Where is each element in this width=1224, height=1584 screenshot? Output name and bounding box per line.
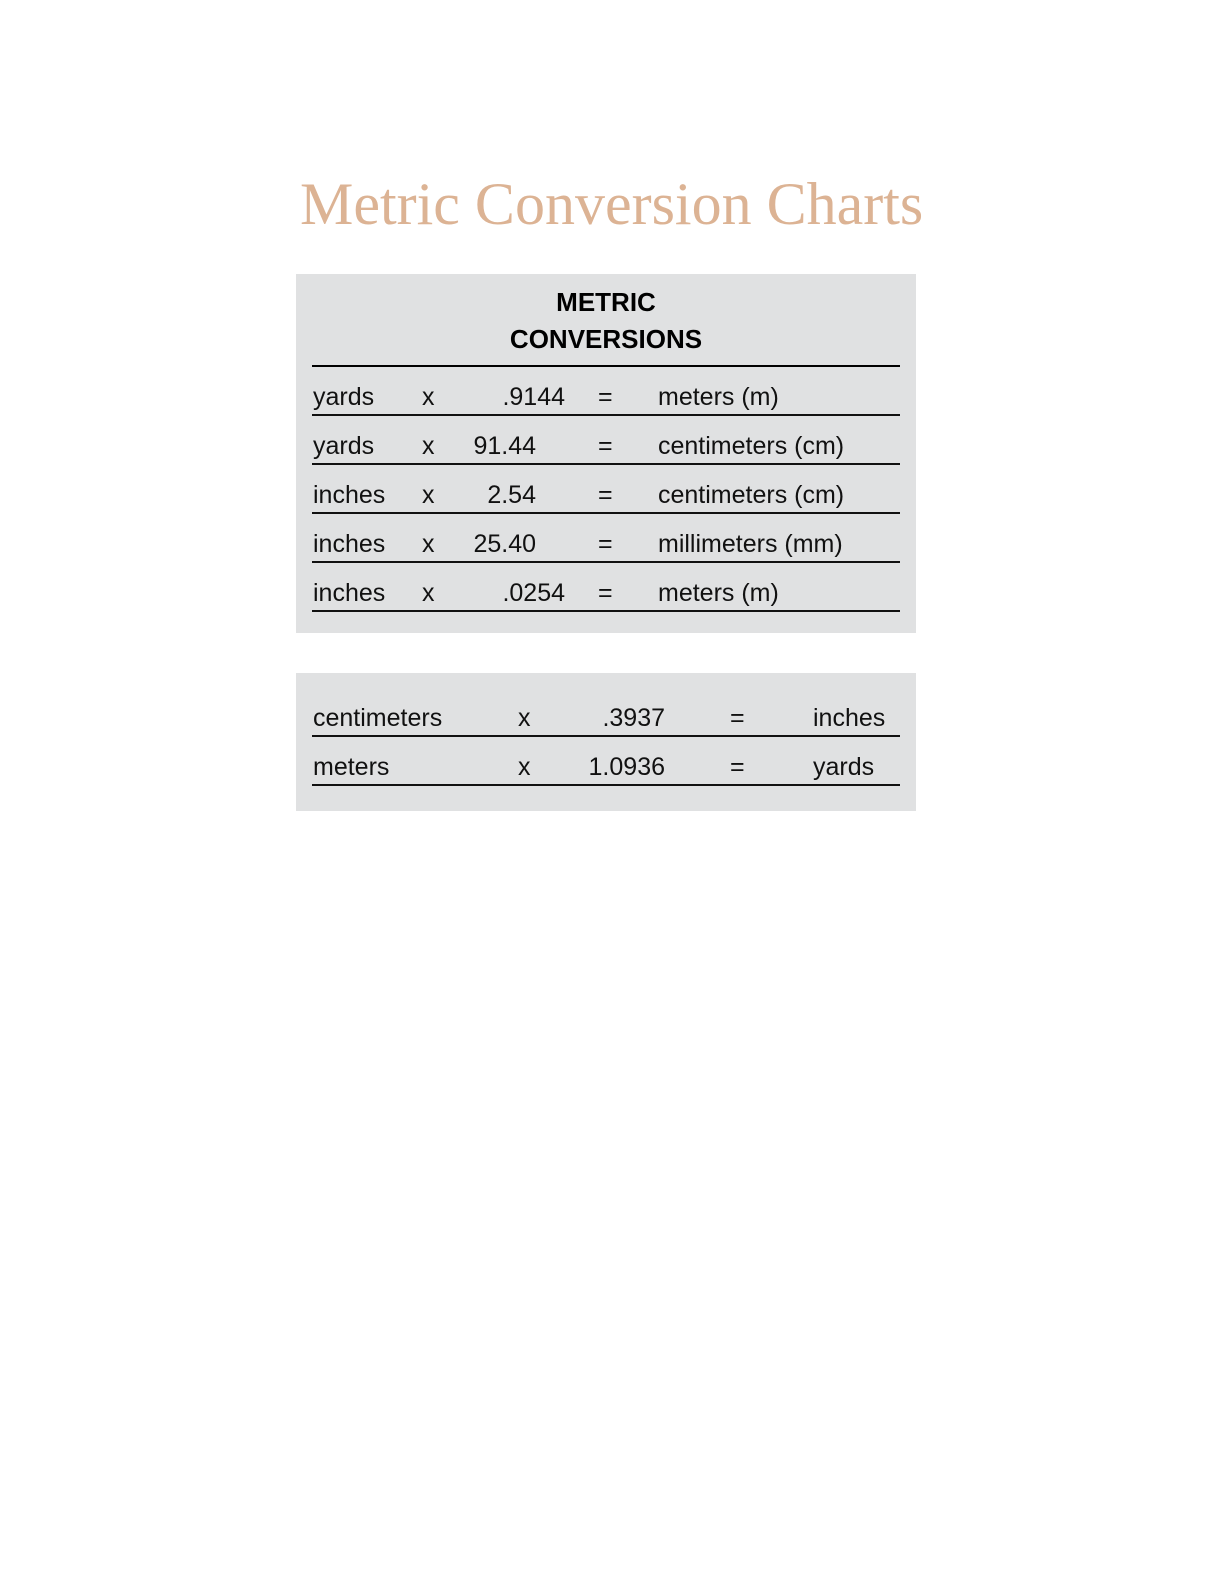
from-unit: yards [313,383,375,411]
equals-sign: = [730,704,745,732]
operator: x [422,481,435,509]
equals-sign: = [730,753,745,781]
metric-conversions-table [296,274,916,633]
factor: 91.44 [473,432,536,460]
from-unit: centimeters [313,704,443,732]
reverse-conversions-table [296,673,916,811]
table-heading-line-2: CONVERSIONS [509,324,703,354]
table-row [312,367,900,416]
to-unit: meters (m) [658,579,779,607]
factor: .3937 [602,704,665,732]
from-unit: inches [313,530,386,558]
table-row [312,465,900,514]
from-unit: meters [313,753,390,781]
factor: .9144 [502,383,565,411]
table-row [312,563,900,612]
equals-sign: = [598,432,613,460]
operator: x [422,530,435,558]
page-title: Metric Conversion Charts [300,171,924,237]
factor: .0254 [502,579,565,607]
to-unit: meters (m) [658,383,779,411]
to-unit: centimeters (cm) [658,432,845,460]
operator: x [422,432,435,460]
table-row [312,416,900,465]
table-row [312,514,900,563]
factor: 2.54 [487,481,536,509]
to-unit: millimeters (mm) [658,530,843,558]
to-unit: inches [813,704,886,732]
operator: x [422,579,435,607]
table-heading-line-1: METRIC [556,287,656,317]
operator: x [422,383,435,411]
table-row [312,737,900,786]
from-unit: inches [313,481,386,509]
to-unit: yards [813,753,875,781]
operator: x [518,753,531,781]
operator: x [518,704,531,732]
from-unit: yards [313,432,375,460]
factor: 25.40 [473,530,536,558]
equals-sign: = [598,481,613,509]
equals-sign: = [598,579,613,607]
factor: 1.0936 [588,753,665,781]
table-row [312,688,900,737]
equals-sign: = [598,383,613,411]
table-heading [296,284,916,358]
from-unit: inches [313,579,386,607]
to-unit: centimeters (cm) [658,481,845,509]
equals-sign: = [598,530,613,558]
